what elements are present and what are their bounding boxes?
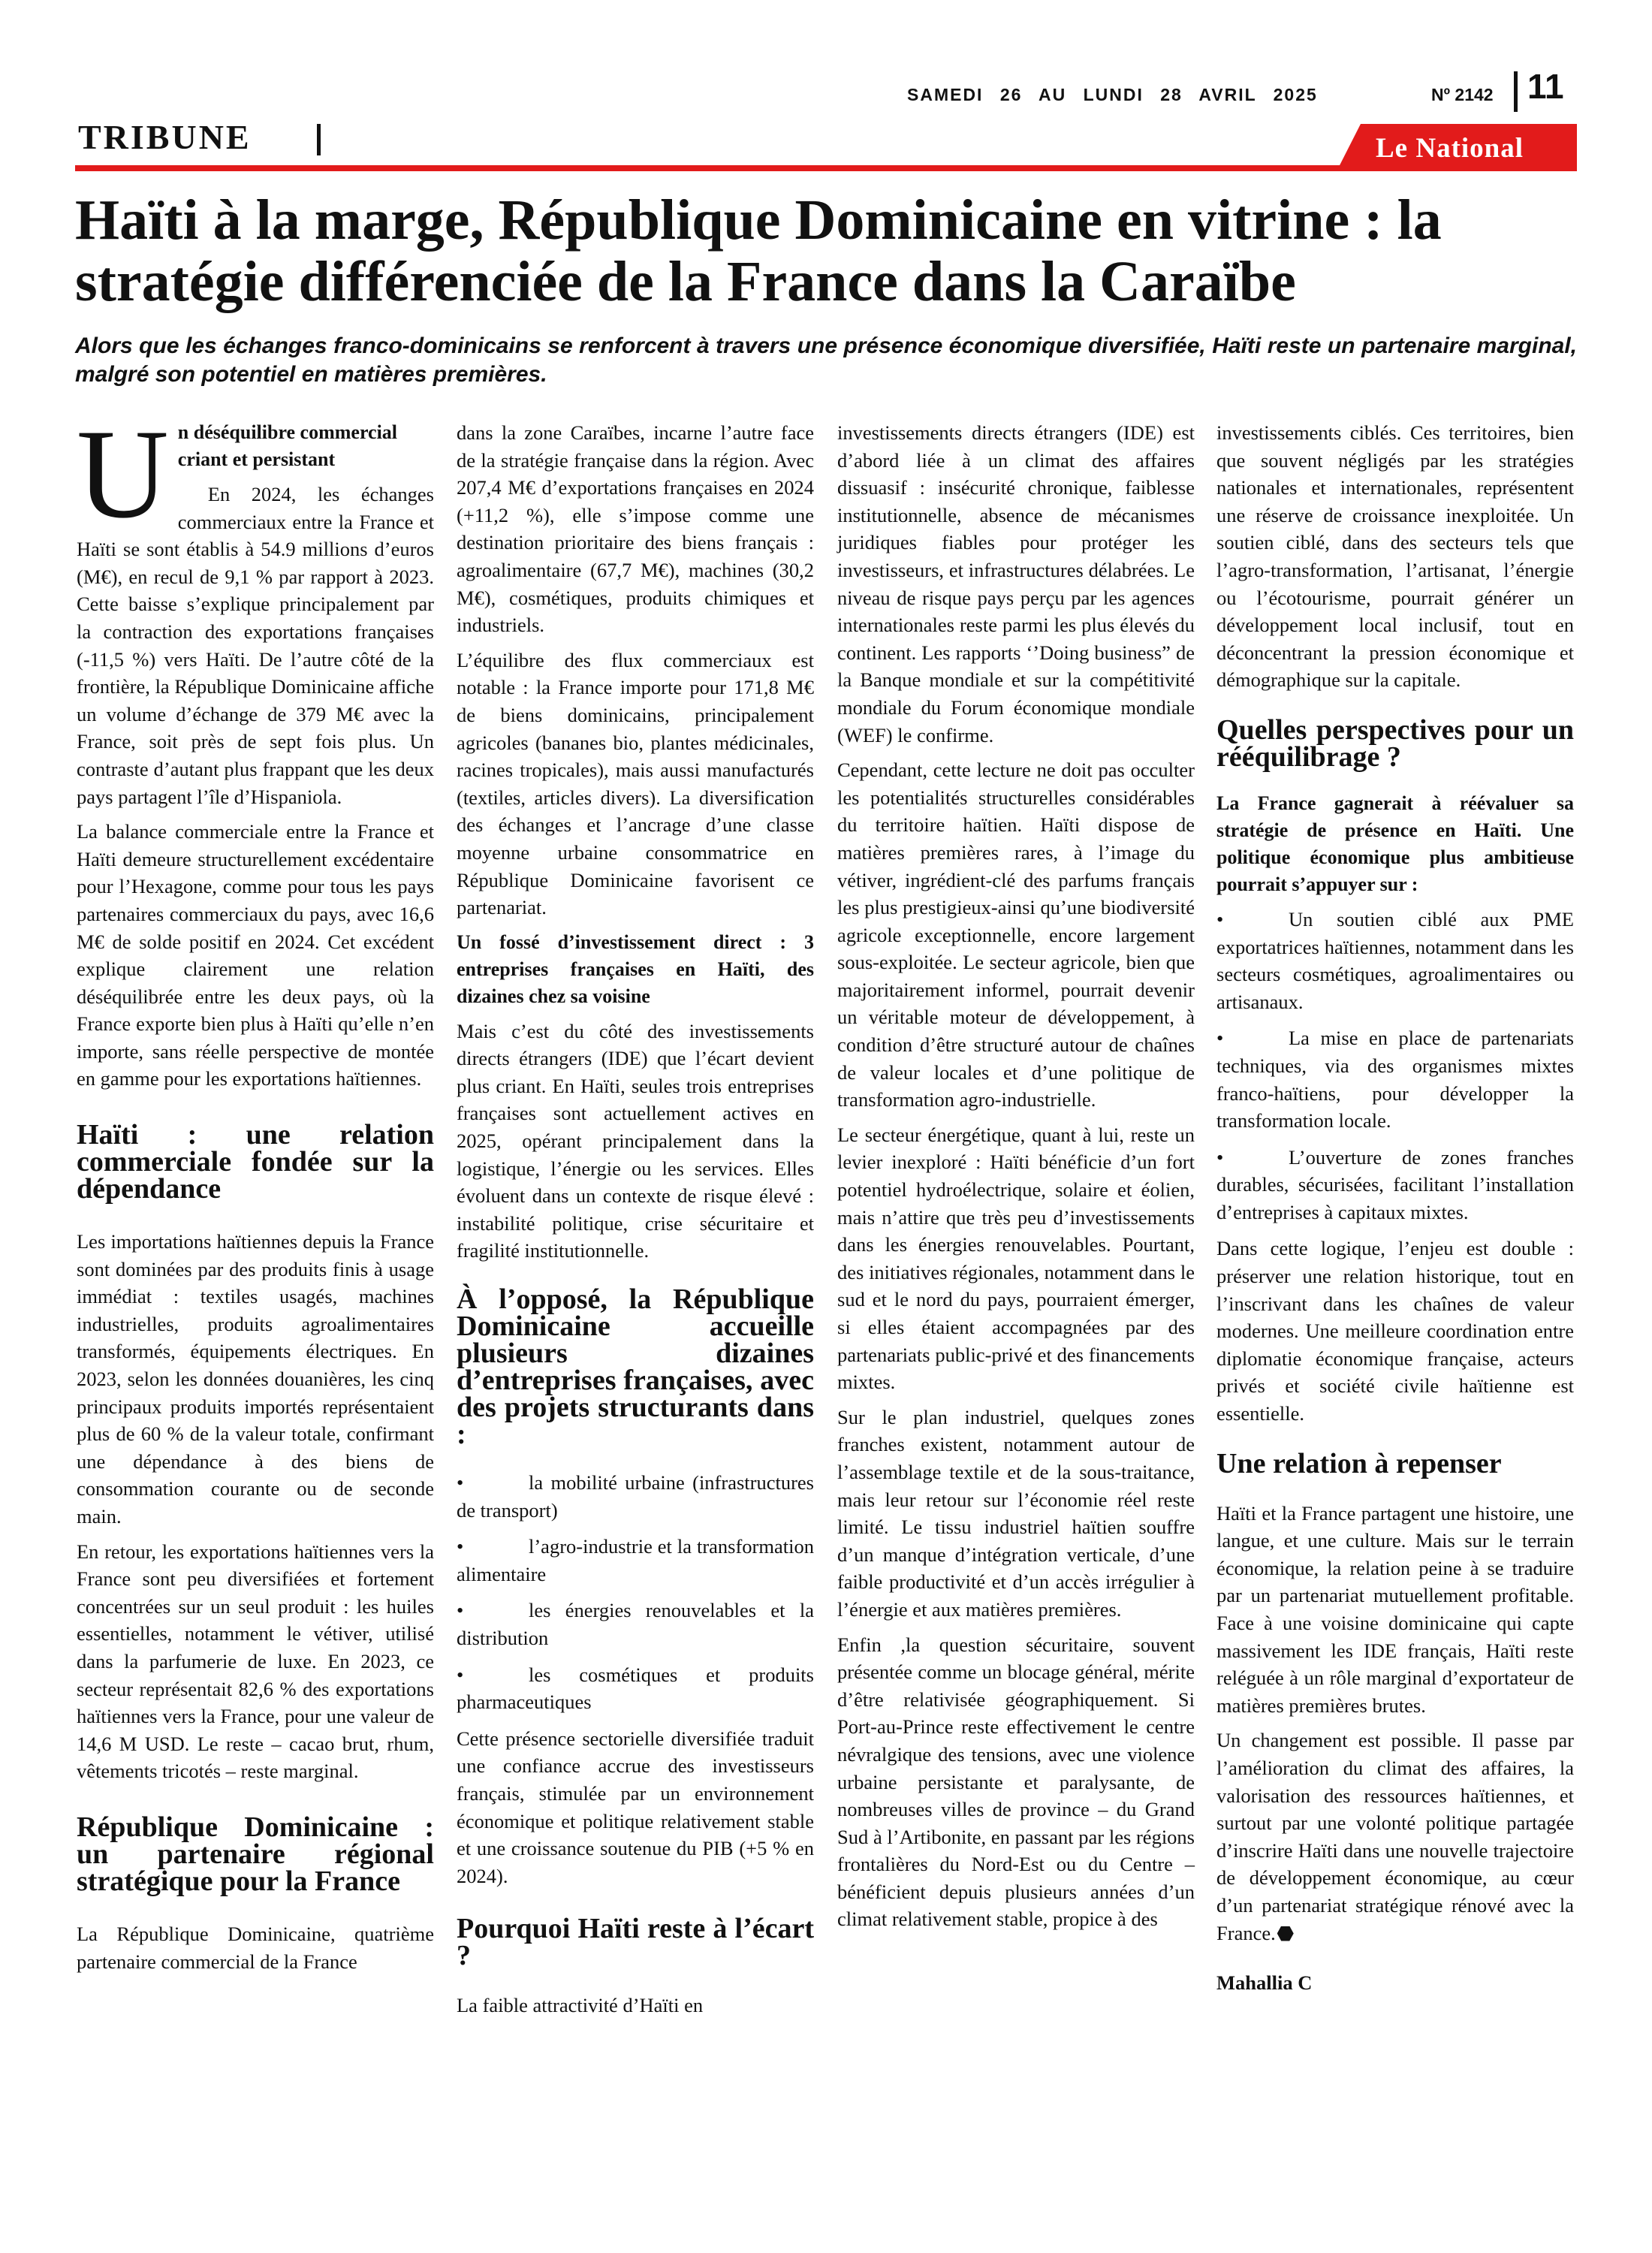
bullet-icon: •: [1216, 1145, 1224, 1169]
list-item-text: les énergies renouvelables et la distribution: [457, 1599, 814, 1649]
bullet-icon: •: [457, 1663, 464, 1686]
paragraph: Mais c’est du côté des investissements directs étrangers (IDE) que l’écart devient plus criant. En Haïti, seules trois entreprises françaises sont actuellement actives en 2025, opérant principalement dans la logistique, l’énergie ou les services. Elles évoluent dans un contexte de risque élevé : instabilité politique, crise sécuritaire et fragilité institutionnelle.: [457, 1019, 814, 1262]
list-item-text: les cosmétiques et produits pharmaceutiques: [457, 1663, 814, 1714]
paragraph: Cependant, cette lecture ne doit pas occulter les potentialités structurelles considérables du territoire haïtien. Haïti dispose de matières premières rares, à l’image du vétiver, ingrédient-clé des parfums français les plus prestigieux-ainsi qu’une biodiversité agricole exceptionnelle, encore largement sous-exploitée. Le secteur agricole, bien que majoritairement informel, pourrait devenir un véritable moteur de développement, à condition d’être structuré autour de chaînes de valeur locales et d’une politique de transformation agro-industrielle.: [837, 759, 1195, 1111]
subheading: La France gagnerait à réévaluer sa stratégie de présence en Haïti. Une politique économique plus ambitieuse pourrait s’appuyer sur :: [1216, 792, 1574, 895]
section-heading: Pourquoi Haïti reste à l’écart ?: [457, 1913, 814, 1972]
paragraph: En 2024, les échanges commerciaux entre la France et Haïti se sont établis à 54.9 millions d’euros (M€), en recul de 9,1 % par rapport à 2023. Cette baisse s’explique principalement par la contraction des exportations françaises (-11,5 %) vers Haïti. De l’autre côté de la frontière, la République Dominicaine affiche un volume d’échange de 379 M€ avec la France, soit près de sept fois plus. Un contraste d’autant plus frappant que les deux pays partagent l’île d’Hispaniola.: [77, 483, 434, 808]
newspaper-brand: Le National: [1376, 133, 1524, 164]
subheading: Un fossé d’investissement direct : 3 entreprises françaises en Haïti, des dizaines chez sa voisine: [457, 930, 814, 1007]
header-divider: [1514, 71, 1518, 112]
list-item-text: Un soutien ciblé aux PME exportatrices haïtiennes, notamment dans les secteurs cosmétiques, agroalimentaires ou artisanaux.: [1216, 907, 1574, 1013]
section-heading: Haïti : une relation commerciale fondée sur la dépendance: [77, 1119, 434, 1205]
issue-date: SAMEDI 26 AU LUNDI 28 AVRIL 2025: [907, 85, 1318, 104]
paragraph: Cette présence sectorielle diversifiée traduit une confiance accrue des investisseurs français, stimulée par un environnement économique et politique relativement stable et une croissance soutenue du PIB (+5 % en 2024).: [457, 1727, 814, 1887]
paragraph: dans la zone Caraïbes, incarne l’autre face de la stratégie française dans la région. Avec 207,4 M€ d’exportations françaises en 2024 (+11,2 %), elle s’impose comme une destination prioritaire des biens français : agroalimentaire (67,7 M€), machines (30,2 M€), cosmétiques, produits chimiques et industriels.: [457, 421, 814, 637]
section-rubric: TRIBUNE: [78, 118, 252, 156]
article-headline: Haïti à la marge, République Dominicaine en vitrine : la stratégie différenciée de la France dans la Caraïbe: [75, 189, 1442, 313]
list-item: [1216, 1144, 1574, 1226]
paragraph: investissements directs étrangers (IDE) est d’abord liée à un climat des affaires dissuasif : insécurité chronique, faiblesse institutionnelle, absence de mécanismes juridiques fiables pour protéger les investisseurs, et infrastructures délabrées. Le niveau de risque pays perçu par les agences internationales reste parmi les plus élevés du continent. Les rapports ‘’Doing business” de la Banque mondiale et sur la compétitivité mondiale du Forum économique mondiale (WEF) le confirme.: [837, 421, 1195, 746]
paragraph: Les importations haïtiennes depuis la France sont dominées par des produits finis à usage immédiat : textiles usagés, machines industrielles, produits agroalimentaires transformés, équipements électriques. En 2023, selon les données douanières, les cinq principaux produits importés représentaient plus de 60 % de la valeur totale, confirmant une dépendance à des biens de consommation courante ou de seconde main.: [77, 1230, 434, 1528]
list-item-text: l’agro-industrie et la transformation alimentaire: [457, 1535, 814, 1585]
paragraph: En retour, les exportations haïtiennes vers la France sont peu diversifiées et fortement concentrées sur un seul produit : les huiles essentielles, notamment le vétiver, utilisé dans la parfumerie de luxe. En 2023, ce secteur représentait 82,6 % des exportations haïtiennes vers la France, pour une valeur de 14,6 M USD. Le reste – cacao brut, rhum, vêtements tricotés – reste marginal.: [77, 1540, 434, 1783]
bullet-icon: •: [457, 1471, 464, 1494]
article-column-3: [837, 419, 1195, 1941]
paragraph-text: Un changement est possible. Il passe par l’amélioration du climat des affaires, la valorisation des ressources haïtiennes, et surtout par une volonté politique partagée d’inscrire Haïti dans une nouvelle trajectoire de développement économique, au cœur d’un partenariat stratégique rénové avec la France.: [1216, 1729, 1574, 1944]
section-heading: Quelles perspectives pour un rééquilibrage ?: [1216, 713, 1574, 773]
article-standfirst: Alors que les échanges franco-dominicains se renforcent à travers une présence économique diversifiée, Haïti reste un partenaire marginal, malgré son potentiel en matières premières.: [75, 333, 1577, 387]
author-signature: Mahallia C: [1216, 1971, 1313, 1995]
end-mark-icon: [1277, 1926, 1294, 1941]
rubric-divider: [317, 124, 321, 155]
section-heading: Une relation à repenser: [1216, 1447, 1502, 1479]
list-item: [457, 1533, 814, 1588]
list-item-text: L’ouverture de zones franches durables, sécurisées, facilitant l’installation d’entreprises à capitaux mixtes.: [1216, 1145, 1574, 1223]
list-item: [457, 1661, 814, 1716]
bullet-icon: •: [1216, 1027, 1224, 1050]
list-item: [457, 1597, 814, 1651]
paragraph: [1216, 1727, 1574, 1947]
article-column-2: [457, 419, 814, 2027]
paragraph: La faible attractivité d’Haïti en: [457, 1994, 704, 2017]
paragraph: Enfin ,la question sécuritaire, souvent présentée comme un blocage général, mérite d’être relativisée géographiquement. Si Port-au-Prince reste effectivement le centre névralgique des tensions, avec une violence urbaine persistante et paralysante, de nombreuses villes de province – du Grand Sud à l’Artibonite, en passant par les régions frontalières du Nord-Est ou du Centre – bénéficient depuis plusieurs années d’un climat relativement stable, propice à des: [837, 1633, 1195, 1931]
list-item-text: La mise en place de partenariats techniques, via des organismes mixtes franco-haïtiens, pour développer la transformation locale.: [1216, 1027, 1574, 1133]
list-item: [1216, 1024, 1574, 1134]
paragraph: investissements ciblés. Ces territoires, bien que souvent négligés par les stratégies nationales et internationales, représentent une réserve de croissance inexploitée. Un soutien ciblé, dans des secteurs tels que l’agro-transformation, l’artisanat, l’énergie ou l’écotourisme, pourrait générer un développement local inclusif, tout en déconcentrant la pression économique et démographique sur la capitale.: [1216, 421, 1574, 692]
paragraph: La République Dominicaine, quatrième partenaire commercial de la France: [77, 1922, 434, 1973]
article-column-4: [1216, 419, 1574, 2004]
drop-cap: U: [77, 403, 169, 544]
article-column-1: [77, 403, 434, 1983]
bullet-icon: •: [1216, 907, 1224, 930]
paragraph: Sur le plan industriel, quelques zones franches existent, notamment autour de l’assemblage textile et de la sous-traitance, mais leur retour sur l’économie réel reste limité. Le tissu industriel haïtien souffre d’un manque d’intégration verticale, d’une faible productivité et d’un accès irrégulier à l’énergie et aux matières premières.: [837, 1405, 1195, 1621]
page-number: 11: [1527, 67, 1564, 106]
paragraph: La balance commerciale entre la France et Haïti demeure structurellement excédentaire pour l’Hexagone, comme pour tous les pays partenaires commerciaux du pays, avec 16,6 M€ de solde positif en 2024. Cet excédent explique clairement une relation déséquilibrée entre les deux pays, où la France exporte bien plus à Haïti qu’elle n’en importe, sans réelle perspective de montée en gamme pour les exportations haïtiennes.: [77, 820, 434, 1090]
paragraph: Le secteur énergétique, quant à lui, reste un levier inexploré : Haïti bénéficie d’un fort potentiel hydroélectrique, solaire et éolien, mais n’attire que très peu d’investissements dans les énergies renouvelables. Pourtant, des initiatives régionales, notamment dans le sud et le nord du pays, pourraient émerger, si elles étaient accompagnées par des partenariats public-privé et des financements mixtes.: [837, 1123, 1195, 1394]
paragraph: Dans cette logique, l’enjeu est double : préserver une relation historique, tout en l’inscrivant dans les chaînes de valeur modernes. Une meilleure coordination entre diplomatie économique française, acteurs privés et société civile haïtienne est essentielle.: [1216, 1237, 1574, 1425]
list-item: [1216, 906, 1574, 1015]
section-heading: République Dominicaine : un partenaire régional stratégique pour la France: [77, 1811, 434, 1897]
paragraph: Haïti et la France partagent une histoire, une langue, et une culture. Mais sur le terrain économique, la relation peine à se traduire par un partenariat mutuellement profitable. Face à une voisine dominicaine qui capte massivement les IDE français, Haïti reste reléguée à un rôle marginal d’exportateur de matières premières brutes.: [1216, 1501, 1574, 1717]
bullet-icon: •: [457, 1535, 464, 1558]
issue-number: Nº 2142: [1431, 85, 1494, 104]
list-item: [457, 1469, 814, 1524]
list-item-text: la mobilité urbaine (infrastructures de transport): [457, 1471, 814, 1522]
bullet-icon: •: [457, 1599, 464, 1622]
section-heading: À l’opposé, la République Dominicaine accueille plusieurs dizaines d’entreprises françaises, avec des projets structurants dans :: [457, 1283, 814, 1451]
intro-subheading: n déséquilibre commercial criant et persistant: [177, 421, 398, 470]
paragraph: L’équilibre des flux commerciaux est notable : la France importe pour 171,8 M€ de biens dominicains, principalement agricoles (bananes bio, plantes médicinales, racines tropicales), mais aussi manufacturés (textiles, articles divers). La diversification des échanges et l’ancrage d’une classe moyenne urbaine consommatrice en République Dominicaine favorisent ce partenariat.: [457, 648, 814, 919]
